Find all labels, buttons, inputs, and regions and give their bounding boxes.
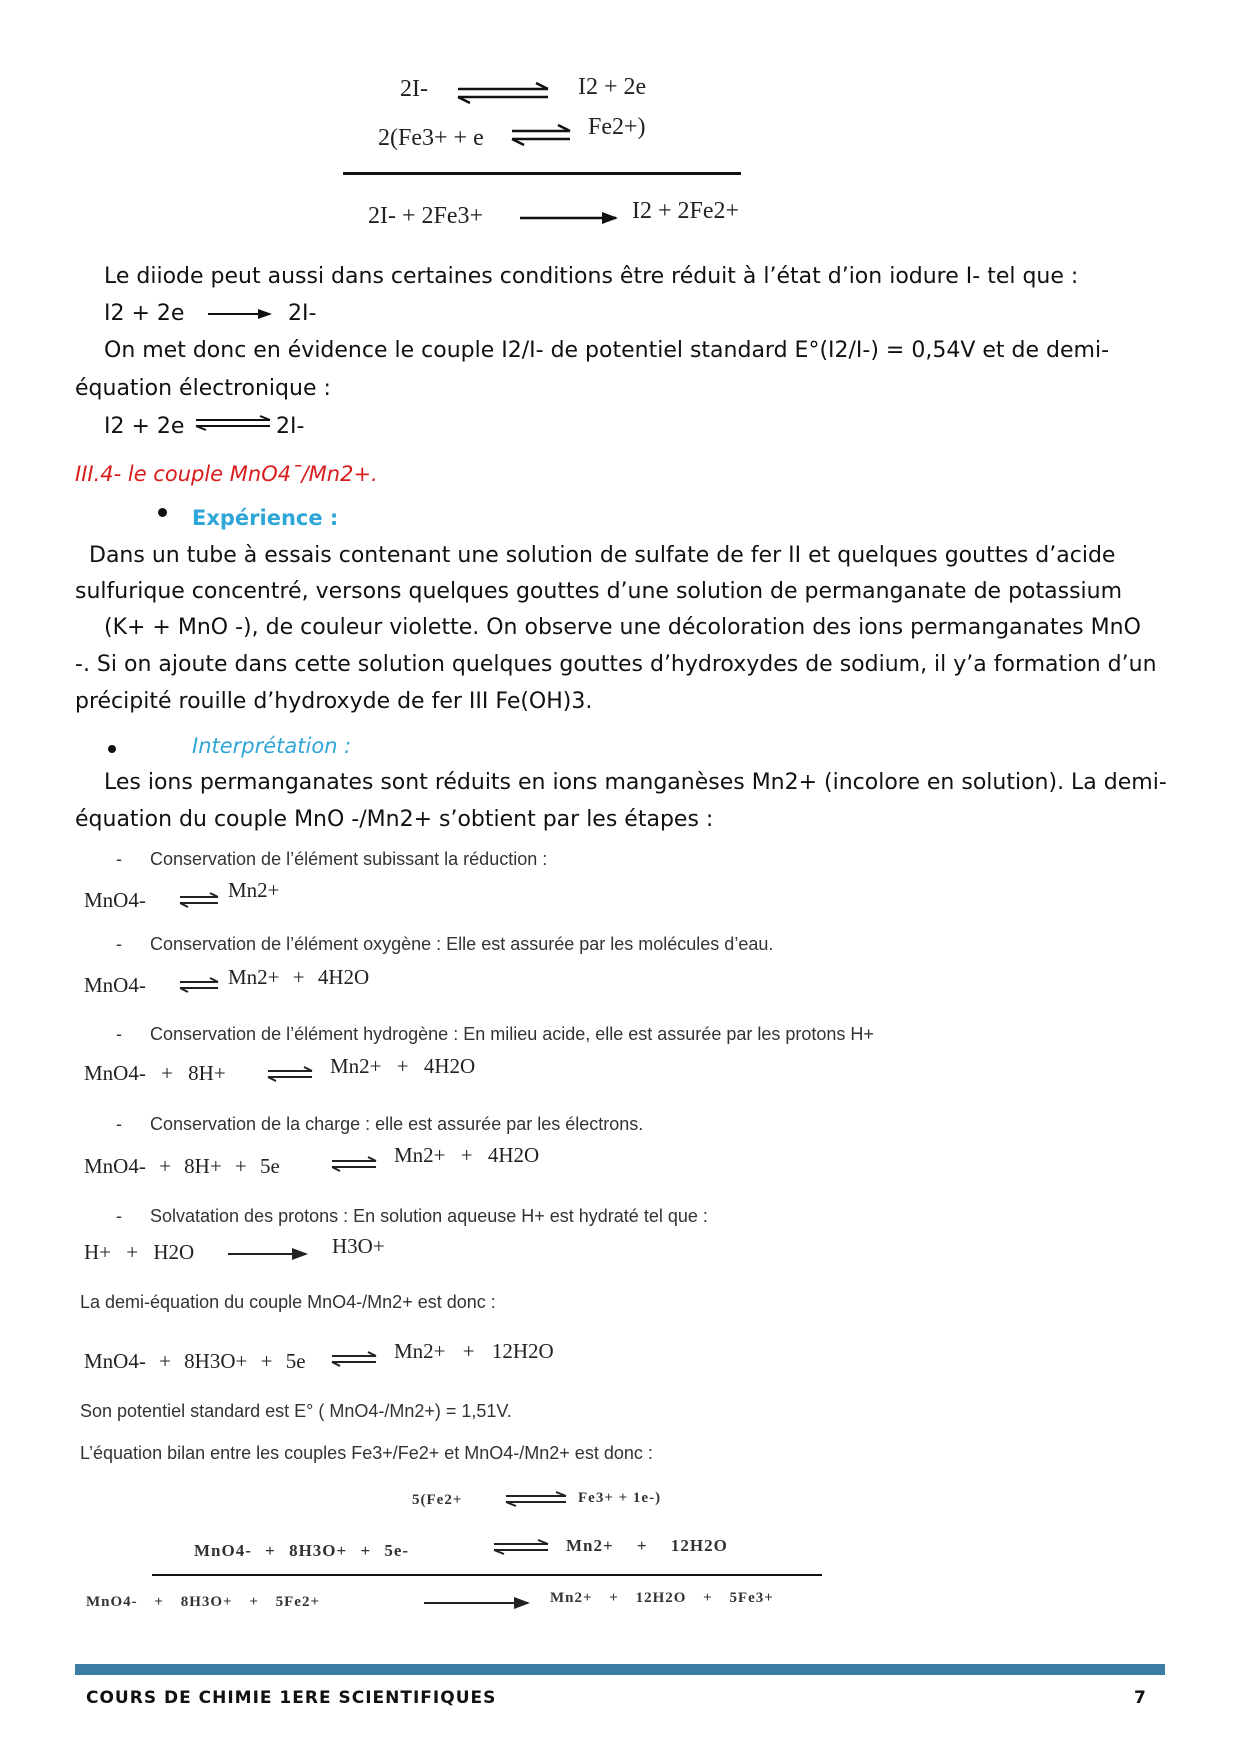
bullet-icon [158,508,167,517]
para1-line2: On met donc en évidence le couple I2/I- de potentiel standard E°(I2/I-) = 0,54V et de demi- [104,338,1110,363]
step5-eq-left: H+ + H2O [84,1240,195,1264]
para1-line3: équation électronique : [75,376,331,401]
step1-eq-right: Mn2+ [228,878,280,902]
bilan-r1-left: 5(Fe2+ [412,1492,463,1508]
experience-label: Expérience : [192,506,339,530]
exp-line4: -. Si on ajoute dans cette solution quelques gouttes d’hydroxydes de sodium, il y’a formation d’un [75,652,1157,677]
equilibrium-arrow-icon [180,892,220,908]
reaction-divider [343,172,741,175]
para1-text: Le diiode peut aussi dans certaines conditions être réduit à l’état d’ion iodure I- tel que : [104,264,1079,289]
potential-text: Son potentiel standard est E° ( MnO4-/Mn2+) = 1,51V. [80,1401,512,1421]
top-r1-left: 2I- [400,76,428,102]
top-r3-right: I2 + 2Fe2+ [632,198,740,224]
step-dash: - [116,849,122,869]
exp-line5: précipité rouille d’hydroxyde de fer III Fe(OH)3. [75,689,593,714]
equilibrium-arrow-icon [268,1066,314,1082]
bilan-r3-right: Mn2+ + 12H2O + 5Fe3+ [550,1590,774,1606]
right-arrow-icon [520,210,620,226]
equilibrium-arrow-icon [332,1156,378,1172]
footer-course: COURS DE CHIMIE 1ERE SCIENTIFIQUES [86,1688,497,1708]
exp-line1: Dans un tube à essais contenant une solution de sulfate de fer II et quelques gouttes d’acide [89,543,1116,568]
top-r1-right: I2 + 2e [578,74,647,100]
top-r2-left: 2(Fe3+ + e [378,125,484,151]
page-number: 7 [1134,1688,1147,1708]
step1-eq-left: MnO4- [84,888,146,912]
step-dash: - [116,1206,122,1226]
step5-text: Solvatation des protons : En solution aqueuse H+ est hydraté tel que : [150,1206,708,1226]
equilibrium-arrow-icon [196,415,272,431]
bullet-icon [108,745,116,753]
demi-eq-right: Mn2+ + 12H2O [394,1339,554,1363]
section-title: III.4- le couple MnO4¯/Mn2+. [75,462,378,486]
equilibrium-arrow-icon [494,1540,550,1554]
demi-eq-label: La demi-équation du couple MnO4-/Mn2+ est donc : [80,1292,496,1312]
equilibrium-arrow-icon [458,82,550,104]
exp-line2: sulfurique concentré, versons quelques gouttes d’une solution de permanganate de potassium [75,579,1123,604]
para1-eq-right: 2I- [288,301,317,326]
bilan-r2-left: MnO4- + 8H3O+ + 5e- [194,1541,410,1560]
step-dash: - [116,934,122,954]
bilan-label: L’équation bilan entre les couples Fe3+/Fe2+ et MnO4-/Mn2+ est donc : [80,1443,653,1463]
right-arrow-icon [424,1596,532,1610]
footer-bar [75,1664,1165,1675]
bilan-r1-right: Fe3+ + 1e-) [578,1490,662,1506]
step-dash: - [116,1114,122,1134]
equilibrium-arrow-icon [180,977,220,993]
top-r2-right: Fe2+) [588,114,646,140]
step-dash: - [116,1024,122,1044]
step1-text: Conservation de l’élément subissant la réduction : [150,849,548,869]
para1-eq2-right: 2I- [276,414,305,439]
equilibrium-arrow-icon [512,124,572,146]
step3-eq-left: MnO4- + 8H+ [84,1061,226,1085]
bilan-r2-right: Mn2+ + 12H2O [566,1536,728,1555]
step4-eq-right: Mn2+ + 4H2O [394,1143,540,1167]
step4-text: Conservation de la charge : elle est assurée par les électrons. [150,1114,644,1134]
right-arrow-icon [228,1246,310,1262]
step2-text: Conservation de l’élément oxygène : Elle est assurée par les molécules d’eau. [150,934,774,954]
step2-eq-left: MnO4- [84,973,146,997]
para1-eq2-left: I2 + 2e [104,414,185,439]
step5-eq-right: H3O+ [332,1234,385,1258]
step3-eq-right: Mn2+ + 4H2O [330,1054,476,1078]
step3-text: Conservation de l’élément hydrogène : En milieu acide, elle est assurée par les protons H+ [150,1024,874,1044]
interp-line2: équation du couple MnO -/Mn2+ s’obtient par les étapes : [75,807,714,832]
top-r3-left: 2I- + 2Fe3+ [368,203,484,229]
step2-eq-right: Mn2+ + 4H2O [228,965,370,989]
demi-eq-left: MnO4- + 8H3O+ + 5e [84,1349,306,1373]
equilibrium-arrow-icon [506,1492,568,1506]
interp-line1: Les ions permanganates sont réduits en ions manganèses Mn2+ (incolore en solution). La demi- [104,770,1167,795]
para1-eq-left: I2 + 2e [104,301,185,326]
right-arrow-icon [208,306,274,322]
interpretation-label: Interprétation : [192,734,352,758]
bilan-r3-left: MnO4- + 8H3O+ + 5Fe2+ [86,1594,321,1610]
equilibrium-arrow-icon [332,1351,378,1367]
step4-eq-left: MnO4- + 8H+ + 5e [84,1154,280,1178]
exp-line3: (K+ + MnO -), de couleur violette. On observe une décoloration des ions permanganates MnO [104,615,1141,640]
bilan-divider [152,1574,822,1576]
